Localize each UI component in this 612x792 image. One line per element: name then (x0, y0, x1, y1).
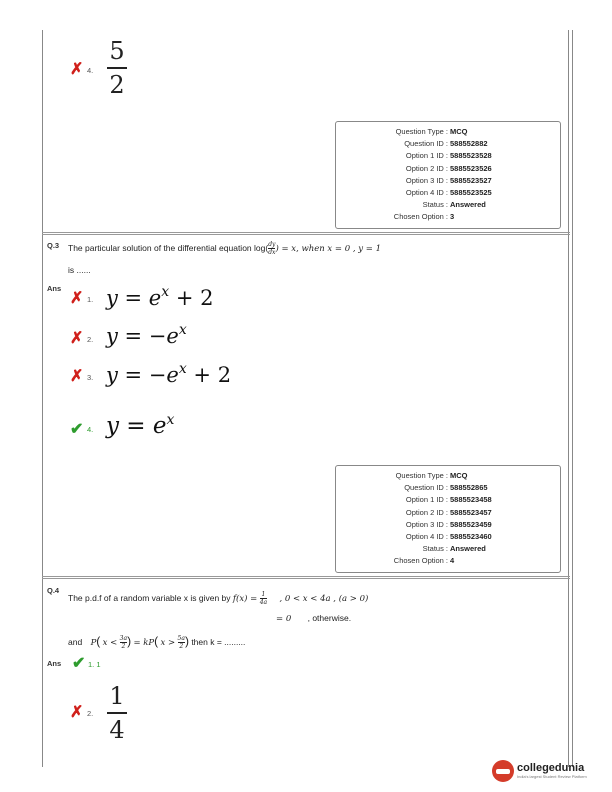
info-row: Option 3 ID : 5885523527 (405, 175, 492, 185)
inline-fraction: $\frac{dy}{dx}$ (268, 241, 276, 256)
info-row: Option 4 ID : 5885523525 (405, 188, 492, 198)
option-number: 1. (87, 295, 94, 304)
info-row: Status : Answered (422, 544, 486, 554)
info-row: Question ID : 588552882 (404, 139, 488, 149)
option-expression: $y = e^x$ (106, 412, 175, 439)
cross-icon: ✗ (70, 330, 84, 347)
logo-tagline: India's largest Student Review Platform (517, 773, 587, 779)
question-text-line3: and P( $x < \frac{3a}{2}$ ) = kP( $x > \frac{5a}{2}$ ) then k = ......... (68, 634, 246, 651)
question-text-line2: = 0 , otherwise. (276, 613, 352, 624)
section-divider-q4 (42, 576, 570, 579)
answer-label: Ans (47, 659, 62, 668)
info-row: Option 2 ID : 5885523526 (405, 163, 492, 173)
option-number: 3. (87, 373, 94, 382)
option-number: 4. (87, 66, 94, 75)
option-fraction (107, 38, 127, 98)
info-row: Chosen Option : 3 (393, 212, 455, 222)
option-expression: $y = -e^x$ (106, 322, 187, 348)
check-icon: ✔ (70, 421, 84, 438)
info-row: Question Type : MCQ (395, 471, 468, 480)
section-divider-q3 (42, 232, 570, 235)
collegedunia-logo[interactable] (492, 760, 587, 782)
info-row: Option 2 ID : 5885523457 (405, 507, 492, 517)
info-row: Question ID : 588552865 (404, 483, 488, 493)
frame-right-line-outer (572, 30, 573, 767)
info-row: Option 4 ID : 5885523460 (405, 532, 492, 542)
fraction-bar (107, 67, 127, 69)
check-icon: ✔ (72, 655, 86, 672)
cross-icon: ✗ (70, 704, 84, 721)
info-row: Status : Answered (422, 200, 486, 210)
info-row: Option 1 ID : 5885523458 (405, 495, 492, 505)
question-info-box (335, 121, 561, 229)
question-info-box (335, 465, 561, 573)
question-text: The p.d.f of a random variable x is given by $f(x) = \frac{1}{4a}$ , 0 < x < 4a , (a > 0) (68, 591, 369, 606)
option-number: 2. (87, 709, 94, 718)
cross-icon: ✗ (70, 61, 84, 78)
option-number: 4. (87, 425, 94, 434)
answer-label: Ans (47, 284, 62, 293)
info-row: Option 3 ID : 5885523459 (405, 519, 492, 529)
fraction-bar (107, 712, 127, 714)
question-text-line2: is ...... (68, 265, 91, 275)
inline-fraction: $\frac{5a}{2}$ (177, 635, 185, 651)
option-number: 2. (87, 335, 94, 344)
option-expression: $y = e^x + 2$ (106, 284, 214, 310)
inline-fraction: $\frac{1}{4a}$ (259, 591, 268, 606)
option-number: 1. 1 (88, 660, 101, 669)
cross-icon: ✗ (70, 290, 84, 307)
info-row: Question Type : MCQ (395, 127, 468, 136)
fraction-denominator: 2 (109, 70, 125, 99)
question-number: Q.4 (47, 586, 60, 595)
fraction-denominator: 4 (109, 715, 125, 744)
fraction-numerator: 5 (109, 37, 125, 65)
question-text: The particular solution of the differential equation $\log(\frac{dy}{dx}$ ) = x, when x = 0 , y = 1 (68, 241, 382, 256)
cross-icon: ✗ (70, 368, 84, 385)
logo-name: collegedunia (517, 761, 585, 774)
mascot-icon (492, 760, 514, 782)
frame-right-line-inner (568, 30, 569, 767)
option-expression: $y = -e^x + 2$ (106, 361, 232, 387)
inline-fraction: $\frac{3a}{2}$ (119, 635, 128, 651)
fraction-numerator: 1 (109, 682, 125, 710)
option-fraction (107, 683, 127, 743)
question-number: Q.3 (47, 241, 60, 250)
frame-left-line (42, 30, 43, 767)
info-row: Option 1 ID : 5885523528 (405, 151, 492, 161)
info-row: Chosen Option : 4 (393, 556, 455, 566)
